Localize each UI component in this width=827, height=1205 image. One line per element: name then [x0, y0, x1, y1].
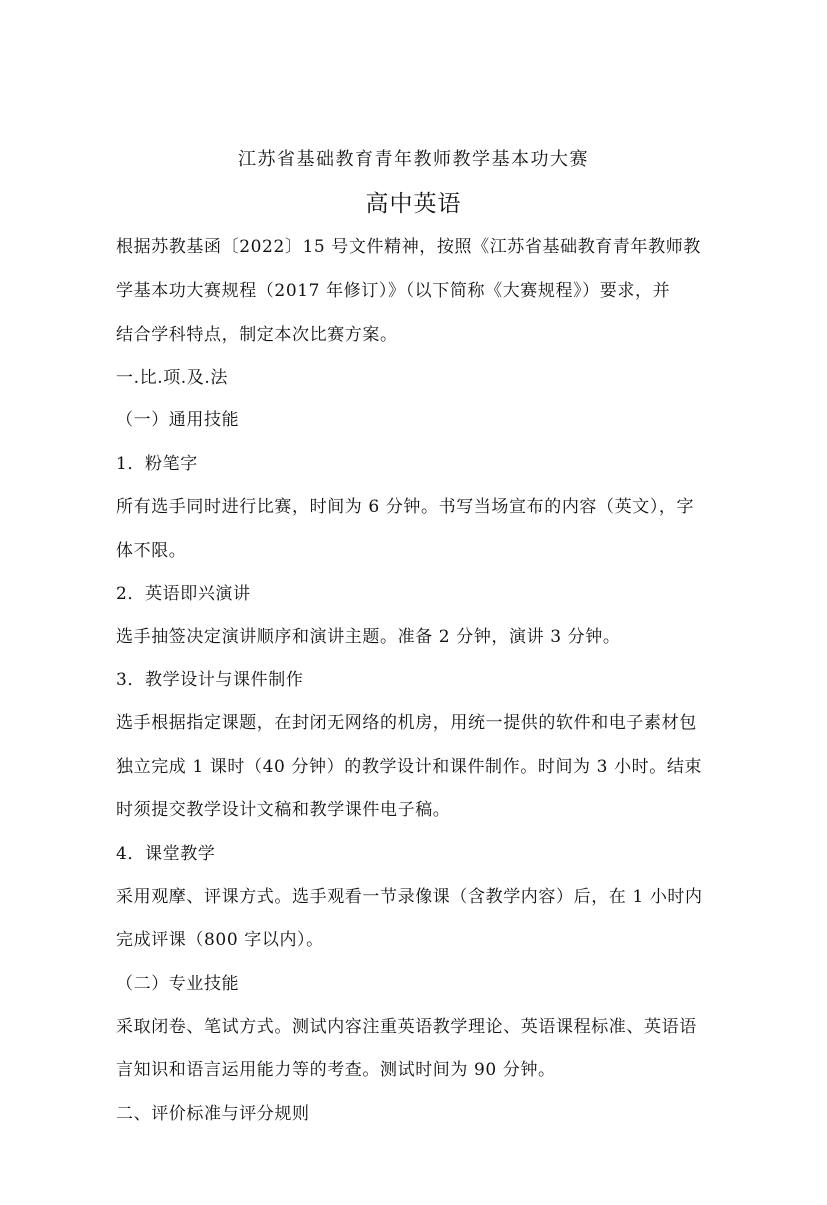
section-heading: 二、评价标准与评分规则 [116, 1104, 310, 1124]
section-heading: 一.比.项.及.法 [116, 368, 229, 388]
item-heading: 1．粉笔字 [116, 454, 198, 474]
paragraph-line: 采用观摩、评课方式。选手观看一节录像课（含教学内容）后，在 1 小时内 [116, 887, 703, 907]
paragraph-line: 选手抽签决定演讲顺序和演讲主题。准备 2 分钟，演讲 3 分钟。 [116, 627, 621, 647]
intro-line: 根据苏教基函〔2022〕15 号文件精神，按照《江苏省基础教育青年教师教 [116, 237, 701, 257]
paragraph-line: 所有选手同时进行比赛，时间为 6 分钟。书写当场宣布的内容（英文），字 [116, 497, 695, 517]
document-title: 江苏省基础教育青年教师教学基本功大赛 [238, 149, 589, 170]
paragraph-line: 体不限。 [116, 541, 187, 561]
document-subtitle: 高中英语 [365, 191, 462, 217]
item-heading: 3．教学设计与课件制作 [116, 670, 304, 690]
paragraph-line: 独立完成 1 课时（40 分钟）的教学设计和课件制作。时间为 3 小时。结束 [116, 757, 703, 777]
item-heading: 4．课堂教学 [116, 844, 216, 864]
intro-line: 学基本功大赛规程（2017 年修订）》（以下简称《大赛规程》）要求，并 [116, 281, 671, 301]
subsection-heading: （一）通用技能 [116, 410, 240, 430]
paragraph-line: 完成评课（800 字以内）。 [116, 930, 324, 950]
intro-line: 结合学科特点，制定本次比赛方案。 [116, 325, 398, 345]
paragraph-line: 采取闭卷、笔试方式。测试内容注重英语教学理论、英语课程标准、英语语 [116, 1017, 697, 1037]
paragraph-line: 言知识和语言运用能力等的考查。测试时间为 90 分钟。 [116, 1060, 556, 1080]
paragraph-line: 选手根据指定课题，在封闭无网络的机房，用统一提供的软件和电子素材包 [116, 713, 697, 733]
item-heading: 2．英语即兴演讲 [116, 584, 251, 604]
paragraph-line: 时须提交教学设计文稿和教学课件电子稿。 [116, 800, 451, 820]
subsection-heading: （二）专业技能 [116, 974, 240, 994]
